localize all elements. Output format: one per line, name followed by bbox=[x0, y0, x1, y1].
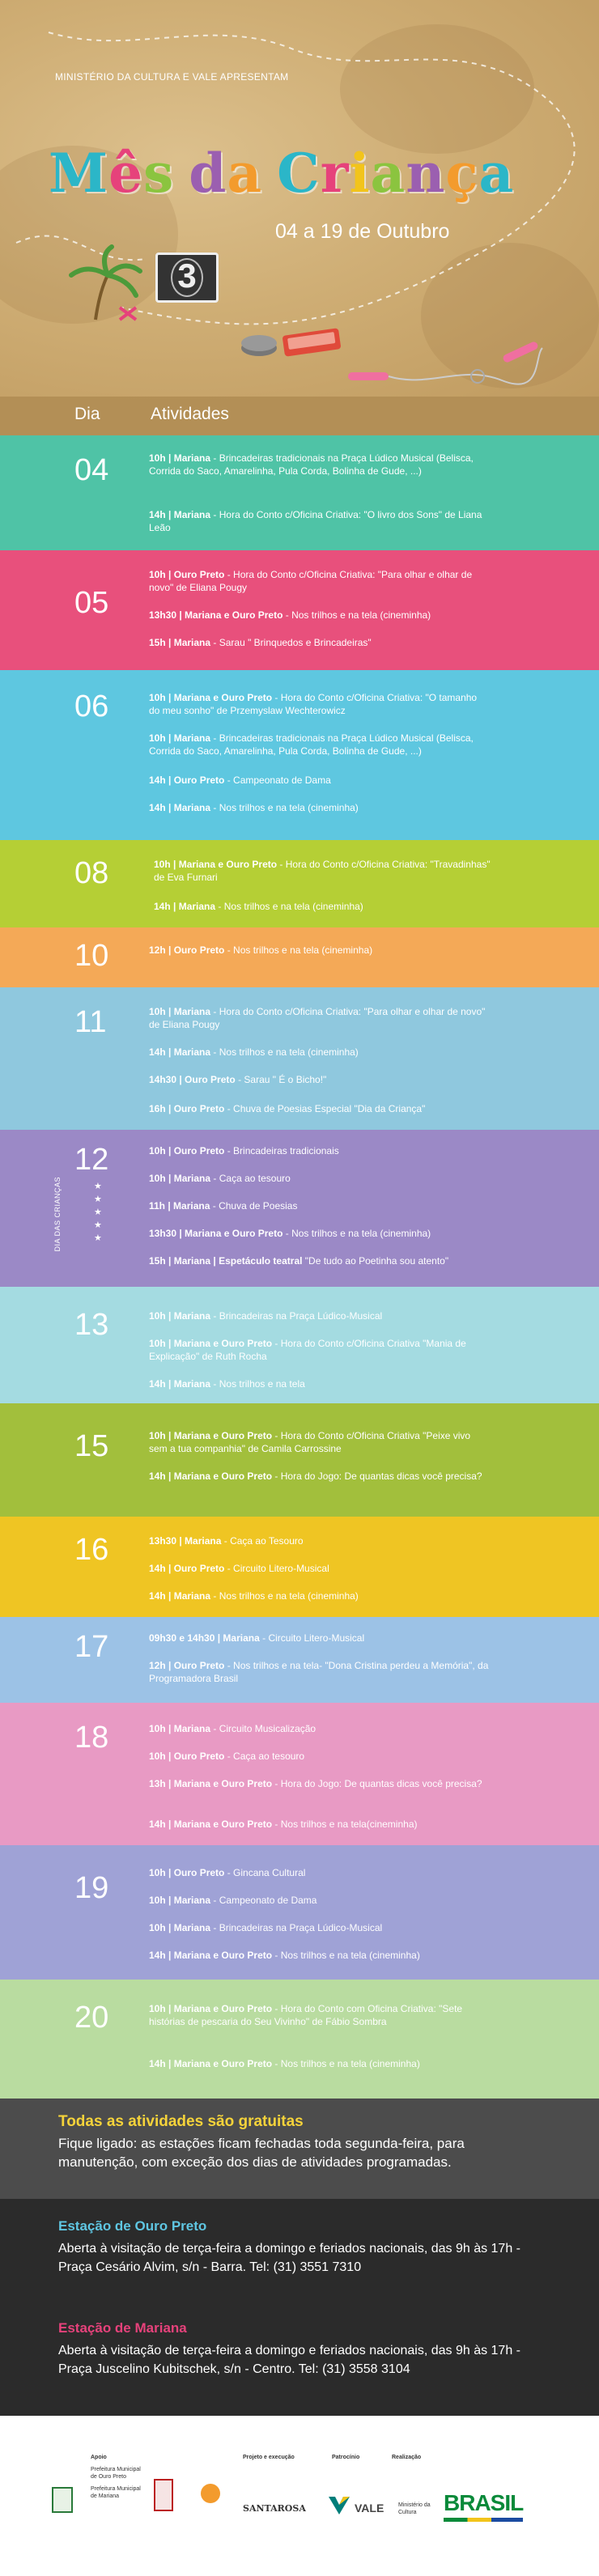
activity-lead: 10h | Mariana e Ouro Preto bbox=[154, 859, 278, 870]
vale-logo: VALE bbox=[355, 2502, 384, 2514]
activity bbox=[149, 1073, 489, 1086]
activity bbox=[149, 1921, 489, 1934]
title-letter: d bbox=[189, 142, 227, 205]
activity bbox=[149, 944, 489, 957]
sponsors-bar bbox=[0, 2416, 599, 2576]
day-block-06 bbox=[0, 670, 599, 840]
activity bbox=[149, 1377, 489, 1390]
activity-lead: 14h30 | Ouro Preto bbox=[149, 1074, 236, 1085]
apoio-label: Apoio bbox=[91, 2455, 107, 2460]
activity-lead: 13h | Mariana e Ouro Preto bbox=[149, 1778, 273, 1789]
event-dates: 04 a 19 de Outubro bbox=[275, 220, 450, 243]
activity-text: - Hora do Conto c/Oficina Criativa: "Travadinhas" de Eva Furnari bbox=[154, 859, 491, 883]
activity-text: - Campeonato de Dama bbox=[224, 774, 331, 786]
activity bbox=[149, 1005, 489, 1031]
activity-text: - Nos trilhos e na tela (cineminha) bbox=[283, 609, 431, 621]
activity-text: - Brincadeiras na Praça Lúdico-Musical bbox=[210, 1310, 383, 1322]
activity-text: - Caça ao Tesouro bbox=[221, 1535, 304, 1547]
title-letter: M bbox=[49, 142, 109, 205]
station-title-ouro-preto: Estação de Ouro Preto bbox=[58, 2218, 207, 2234]
day-number: 20 bbox=[74, 2001, 109, 2035]
free-notice bbox=[0, 2099, 599, 2199]
activity-lead: 10h | Mariana bbox=[149, 1723, 211, 1734]
day-number: 10 bbox=[74, 939, 109, 973]
activity-lead: 14h | Mariana e Ouro Preto bbox=[149, 1950, 273, 1961]
activity-text: - Hora do Jogo: De quantas dicas você precisa? bbox=[272, 1470, 482, 1482]
day-block-12 bbox=[0, 1130, 599, 1287]
presents-text: MINISTÉRIO DA CULTURA E VALE APRESENTAM bbox=[55, 71, 289, 83]
realizacao-label: Realização bbox=[392, 2455, 422, 2460]
day-block-19 bbox=[0, 1845, 599, 1980]
free-title: Todas as atividades são gratuitas bbox=[58, 2113, 304, 2130]
activity-lead: 10h | Mariana e Ouro Preto bbox=[149, 692, 273, 703]
activity-lead: 14h | Ouro Preto bbox=[149, 1563, 225, 1574]
activity-lead: 10h | Mariana bbox=[149, 1922, 211, 1933]
activity-lead: 10h | Mariana e Ouro Preto bbox=[149, 1430, 273, 1441]
day-block-10 bbox=[0, 927, 599, 987]
activity bbox=[149, 1866, 489, 1879]
star-icons: ★ ★ ★ ★ ★ bbox=[94, 1182, 102, 1243]
day-number: 12 bbox=[74, 1143, 109, 1177]
column-header-activities: Atividades bbox=[151, 405, 229, 423]
title-letter: n bbox=[406, 142, 446, 205]
activity bbox=[149, 1562, 489, 1575]
jump-rope-decoration bbox=[340, 340, 550, 397]
title-letter: ç bbox=[445, 142, 479, 205]
activity-text: - Sarau " É o Bicho!" bbox=[235, 1074, 327, 1085]
activity-lead: 10h | Mariana bbox=[149, 732, 211, 744]
activity-text: - Sarau " Brinquedos e Brincadeiras" bbox=[210, 637, 372, 648]
activity-text: - Circuito Musicalização bbox=[210, 1723, 316, 1734]
activity bbox=[149, 1254, 489, 1267]
activity-lead: 12h | Ouro Preto bbox=[149, 1660, 225, 1671]
day-number: 18 bbox=[74, 1721, 109, 1755]
activity bbox=[149, 801, 489, 814]
activity-text: - Hora do Conto com Oficina Criativa: "Sete histórias de pescaria do Seu Vivinho" de Fábio Sombra bbox=[149, 2003, 463, 2027]
activity-text: - Brincadeiras tradicionais bbox=[224, 1145, 339, 1156]
funarte-logo-icon bbox=[201, 2484, 220, 2503]
activity-text: - Caça ao tesouro bbox=[224, 1751, 305, 1762]
title-letter: ê bbox=[108, 142, 144, 205]
day-block-08 bbox=[0, 840, 599, 927]
activity-text: - Hora do Conto c/Oficina Criativa: "O tamanho do meu sonho" de Przemyslaw Wechterowicz bbox=[149, 692, 478, 716]
day-block-16 bbox=[0, 1517, 599, 1617]
santarosa-logo: SANTAROSA bbox=[243, 2503, 306, 2514]
children-day-label: DIA DAS CRIANÇAS bbox=[53, 1177, 62, 1252]
activity-lead: 10h | Ouro Preto bbox=[149, 569, 225, 580]
activity-text: - Hora do Conto c/Oficina Criativa: "Para olhar e olhar de novo" de Eliana Pougy bbox=[149, 569, 473, 593]
activity-text: - Chuva de Poesias Especial "Dia da Criança" bbox=[224, 1103, 426, 1114]
activity-lead: 13h30 | Mariana e Ouro Preto bbox=[149, 1228, 283, 1239]
activity bbox=[149, 568, 489, 594]
day-block-05 bbox=[0, 550, 599, 670]
station-text-mariana: Aberta à visitação de terça-feira a domingo e feriados nacionais, das 9h às 17h - Praça Juscelino Kubitschek, s/n - Centro. Tel: (31) 3558 3104 bbox=[58, 2344, 520, 2376]
activity-lead: 14h | Ouro Preto bbox=[149, 774, 225, 786]
activity bbox=[149, 774, 489, 787]
activity bbox=[154, 858, 494, 884]
activity-text: - Nos trilhos e na tela (cineminha) bbox=[210, 1046, 359, 1058]
activity-lead: 10h | Mariana e Ouro Preto bbox=[149, 1338, 273, 1349]
activity-text: - Hora do Jogo: De quantas dicas você precisa? bbox=[272, 1778, 482, 1789]
activity-lead: 14h | Mariana bbox=[149, 1378, 211, 1390]
column-header-day: Dia bbox=[74, 405, 100, 423]
activity-text: - Chuva de Poesias bbox=[210, 1200, 298, 1212]
day-number: 15 bbox=[74, 1429, 109, 1463]
activity-text: - Nos trilhos e na tela (cineminha) bbox=[224, 944, 373, 956]
activity-lead: 10h | Mariana bbox=[149, 1173, 211, 1184]
title-letter: a bbox=[478, 142, 515, 205]
activity-text: - Hora do Conto c/Oficina Criativa: "O livro dos Sons" de Liana Leão bbox=[149, 509, 482, 533]
activity bbox=[149, 1172, 489, 1185]
title-letter: a bbox=[370, 142, 406, 205]
activity-lead: 14h | Mariana bbox=[149, 1046, 211, 1058]
day-number: 08 bbox=[74, 856, 109, 890]
activity bbox=[149, 1632, 489, 1644]
activity bbox=[149, 1894, 489, 1907]
activity-lead: 14h | Mariana bbox=[149, 1590, 211, 1602]
title-letter: r bbox=[320, 142, 350, 205]
activity bbox=[149, 1659, 489, 1685]
activity bbox=[149, 452, 489, 477]
activity-lead: 10h | Mariana e Ouro Preto bbox=[149, 2003, 273, 2014]
activity-lead: 12h | Ouro Preto bbox=[149, 944, 225, 956]
countdown-number: 3 bbox=[177, 257, 197, 295]
title-letter: s bbox=[143, 142, 175, 205]
activity-lead: 10h | Mariana bbox=[149, 1895, 211, 1906]
day-block-11 bbox=[0, 987, 599, 1130]
activity-text: "De tudo ao Poetinha sou atento" bbox=[302, 1255, 449, 1267]
day-block-04 bbox=[0, 435, 599, 550]
day-number: 13 bbox=[74, 1308, 109, 1342]
minc-logo: Ministério da Cultura bbox=[398, 2502, 431, 2515]
activity-lead: 10h | Mariana bbox=[149, 1006, 211, 1017]
activity-text: - Nos trilhos e na tela (cineminha) bbox=[210, 802, 359, 813]
activity-text: - Nos trilhos e na tela (cineminha) bbox=[272, 1950, 420, 1961]
title-letter: C bbox=[277, 142, 321, 205]
activity-text: - Circuito Litero-Musical bbox=[259, 1632, 365, 1644]
day-number: 05 bbox=[74, 586, 109, 620]
activity-lead: 14h | Mariana e Ouro Preto bbox=[149, 1818, 273, 1830]
activity-text: - Nos trilhos e na tela- "Dona Cristina perdeu a Memória", da Programadora Brasil bbox=[149, 1660, 489, 1684]
activity-lead: 13h30 | Mariana bbox=[149, 1535, 222, 1547]
activity bbox=[149, 2057, 489, 2070]
activity bbox=[149, 2002, 489, 2028]
activity-lead: 14h | Mariana e Ouro Preto bbox=[149, 1470, 273, 1482]
activity-text: - Brincadeiras na Praça Lúdico-Musical bbox=[210, 1922, 383, 1933]
pref-ouro-preto-label: Prefeitura Municipal de Ouro Preto bbox=[91, 2467, 141, 2480]
activity bbox=[149, 1337, 489, 1363]
activity-text: - Nos trilhos e na tela bbox=[210, 1378, 305, 1390]
mariana-crest-icon bbox=[154, 2479, 173, 2511]
activity-text: - Nos trilhos e na tela (cineminha) bbox=[215, 901, 363, 912]
activity bbox=[149, 1722, 489, 1735]
page-title bbox=[49, 142, 514, 205]
activity-text: - Hora do Conto c/Oficina Criativa "Mania de Explicação" de Ruth Rocha bbox=[149, 1338, 466, 1362]
activity bbox=[149, 1534, 489, 1547]
activity-lead: 11h | Mariana bbox=[149, 1200, 210, 1212]
activity-lead: 15h | Mariana bbox=[149, 637, 211, 648]
activity bbox=[149, 609, 489, 622]
activity-lead: 14h | Mariana bbox=[149, 509, 211, 520]
stations-info bbox=[0, 2199, 599, 2416]
activity bbox=[149, 1227, 489, 1240]
activity bbox=[149, 732, 489, 758]
activity bbox=[149, 1589, 489, 1602]
title-letter: a bbox=[227, 142, 263, 205]
activity bbox=[149, 1199, 489, 1212]
film-countdown-icon bbox=[155, 253, 219, 303]
day-block-18 bbox=[0, 1703, 599, 1845]
activity bbox=[149, 1144, 489, 1157]
activity-text: - Campeonato de Dama bbox=[210, 1895, 317, 1906]
activity-text: - Hora do Conto c/Oficina Criativa "Peixe vivo sem a tua companhia" de Camila Carrossine bbox=[149, 1430, 471, 1454]
activity-lead: 16h | Ouro Preto bbox=[149, 1103, 225, 1114]
day-number: 19 bbox=[74, 1871, 109, 1905]
free-text: Fique ligado: as estações ficam fechadas toda segunda-feira, para manutenção, com exceção dos dias de atividades programadas. bbox=[58, 2136, 465, 2170]
hero-banner bbox=[0, 0, 599, 397]
ouro-preto-crest-icon bbox=[52, 2487, 73, 2513]
day-block-15 bbox=[0, 1403, 599, 1517]
activity bbox=[154, 900, 494, 913]
day-number: 04 bbox=[74, 453, 109, 487]
activity-lead: 14h | Mariana bbox=[149, 802, 211, 813]
station-text-ouro-preto: Aberta à visitação de terça-feira a domingo e feriados nacionais, das 9h às 17h - Praça Cesário Alvim, s/n - Barra. Tel: (31) 3551 7310 bbox=[58, 2242, 520, 2274]
activity bbox=[149, 1429, 489, 1455]
activity-text: - Gincana Cultural bbox=[224, 1867, 306, 1878]
palm-tree-icon bbox=[63, 243, 152, 332]
station-title-mariana: Estação de Mariana bbox=[58, 2320, 187, 2336]
activity-text: - Nos trilhos e na tela (cineminha) bbox=[272, 2058, 420, 2069]
activity-text: - Caça ao tesouro bbox=[210, 1173, 291, 1184]
brasil-flag-stripe bbox=[444, 2518, 523, 2522]
activity-text: - Nos trilhos e na tela(cineminha) bbox=[272, 1818, 418, 1830]
activity-lead: 10h | Ouro Preto bbox=[149, 1751, 225, 1762]
activity-text: - Nos trilhos e na tela (cineminha) bbox=[283, 1228, 431, 1239]
activity-lead: 10h | Ouro Preto bbox=[149, 1867, 225, 1878]
activity-lead: 14h | Mariana e Ouro Preto bbox=[149, 2058, 273, 2069]
day-number: 17 bbox=[74, 1630, 109, 1664]
day-block-20 bbox=[0, 1980, 599, 2099]
brasil-logo: BRASIL bbox=[444, 2490, 524, 2515]
activity-lead: 10h | Mariana bbox=[149, 1310, 211, 1322]
day-block-17 bbox=[0, 1617, 599, 1703]
patrocinio-label: Patrocínio bbox=[332, 2455, 360, 2460]
activity-text: - Brincadeiras tradicionais na Praça Lúdico Musical (Belisca, Corrida do Saco, Amarelinha, Pula Corda, Bolinha de Gude, ...) bbox=[149, 732, 474, 757]
activity bbox=[149, 1309, 489, 1322]
activity bbox=[149, 1949, 489, 1962]
activity-text: - Brincadeiras tradicionais na Praça Lúdico Musical (Belisca, Corrida do Saco, Amarelinha, Pula Corda, Bolinha de Gude, ...) bbox=[149, 452, 474, 477]
activity-text: - Nos trilhos e na tela (cineminha) bbox=[210, 1590, 359, 1602]
pref-mariana-label: Prefeitura Municipal de Mariana bbox=[91, 2486, 141, 2499]
activity-lead: 13h30 | Mariana e Ouro Preto bbox=[149, 609, 283, 621]
day-number: 16 bbox=[74, 1533, 109, 1567]
day-number: 11 bbox=[74, 1005, 107, 1039]
activity bbox=[149, 1470, 489, 1483]
activity-lead: 15h | Mariana | Espetáculo teatral bbox=[149, 1255, 303, 1267]
activity-lead: 10h | Ouro Preto bbox=[149, 1145, 225, 1156]
activity bbox=[149, 636, 489, 649]
activity-text: - Hora do Conto c/Oficina Criativa: "Para olhar e olhar de novo" de Eliana Pougy bbox=[149, 1006, 486, 1030]
activity bbox=[149, 691, 489, 717]
day-number: 06 bbox=[74, 690, 109, 724]
activity-lead: 09h30 e 14h30 | Mariana bbox=[149, 1632, 260, 1644]
activity bbox=[149, 508, 489, 534]
activity bbox=[149, 1046, 489, 1059]
activity bbox=[149, 1777, 489, 1790]
title-letter: i bbox=[349, 142, 371, 205]
activity bbox=[149, 1102, 489, 1115]
vale-logo-icon bbox=[327, 2495, 351, 2516]
day-block-13 bbox=[0, 1287, 599, 1403]
activity bbox=[149, 1750, 489, 1763]
activity-lead: 10h | Mariana bbox=[149, 452, 211, 464]
activity-lead: 14h | Mariana bbox=[154, 901, 216, 912]
projeto-label: Projeto e execução bbox=[243, 2455, 295, 2460]
activity-text: - Circuito Litero-Musical bbox=[224, 1563, 329, 1574]
activity bbox=[149, 1818, 489, 1831]
